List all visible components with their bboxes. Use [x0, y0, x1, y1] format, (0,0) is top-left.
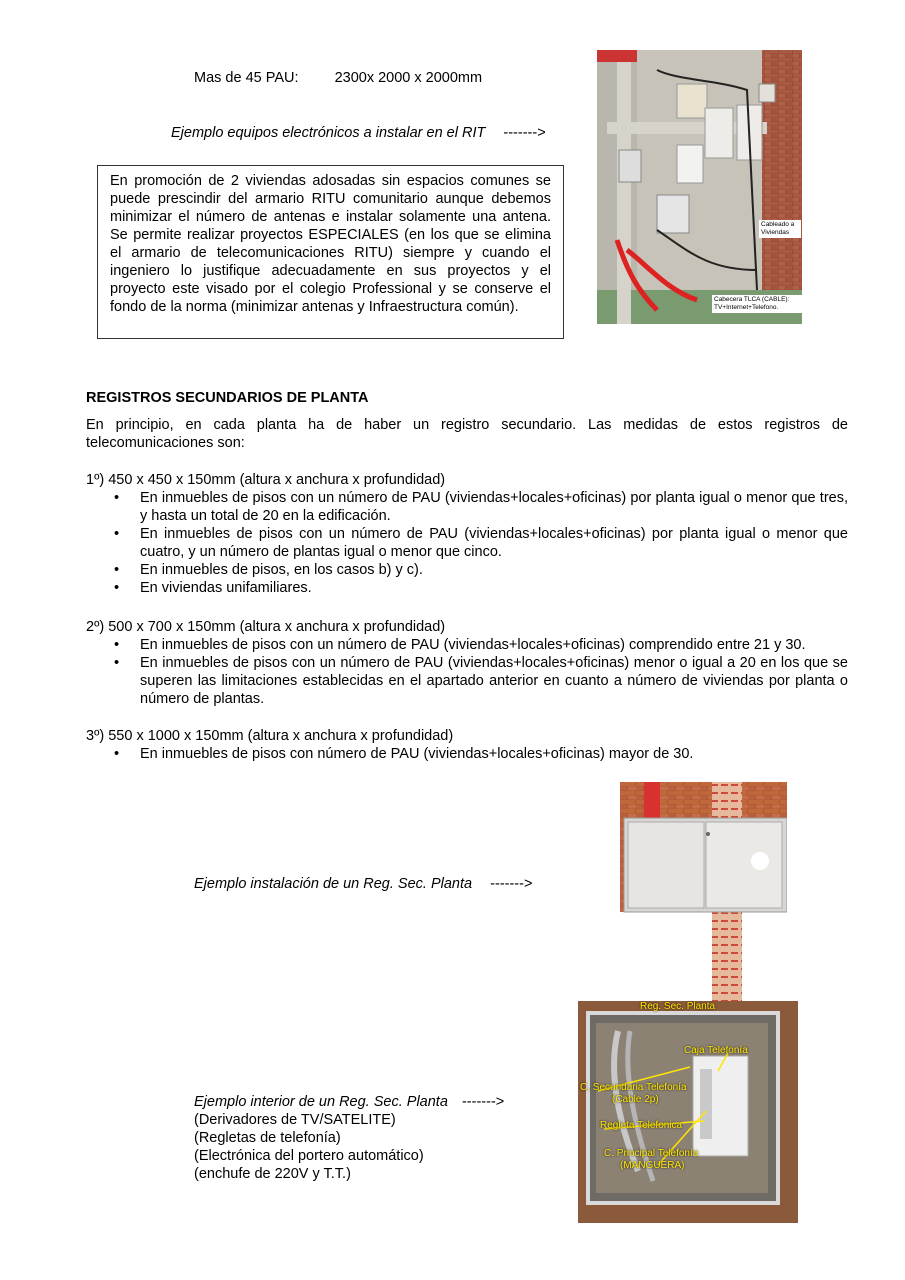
note-box-text: En promoción de 2 viviendas adosadas sin espacios comunes se puede prescindir del armario RITU comunitario aunque debemos minimizar el número de antenas e instalar solamente una antena. Se permite realizar proyectos ESPECIALES (en los que se elimina el armario de telecomunicaciones RITU) siempre y cuando el ingeniero lo justifique adecuadamente en sus proyectos y el proyecto este visado por el colegio Professional y se conserve el fondo de la norma (minimizar antenas y Infraestructura común).	[110, 173, 551, 315]
rit-label-cableado: Cableado a Viviendas	[759, 220, 801, 238]
section-title: REGISTROS SECUNDARIOS DE PLANTA	[86, 390, 369, 406]
interior-example-text: Ejemplo interior de un Reg. Sec. Planta	[194, 1094, 448, 1110]
interior-label-manguera: (MANGUERA)	[620, 1160, 685, 1171]
interior-line: (Electrónica del portero automático)	[194, 1148, 424, 1164]
group-500	[86, 618, 848, 708]
interior-label-reg: Reg. Sec. Planta	[640, 1001, 716, 1012]
rit-equipment-photo	[597, 50, 802, 324]
reg-example-text: Ejemplo instalación de un Reg. Sec. Planta	[194, 876, 473, 892]
pau-size: 2300x 2000 x 2000mm	[334, 70, 483, 86]
interior-label-secundaria: C. Secundaria Telefonía	[580, 1082, 687, 1093]
interior-line: (enchufe de 220V y T.T.)	[194, 1166, 351, 1182]
group-550	[86, 727, 848, 763]
group-450-list	[86, 489, 848, 597]
group-450	[86, 471, 848, 597]
rit-example-caption	[171, 124, 546, 142]
interior-example-arrow: ------->	[461, 1094, 505, 1110]
list-item: • En inmuebles de pisos con un número de PAU (viviendas+locales+oficinas) menor o igual a 20 en los que se superen las limitaciones establecidas en el apartado anterior en cuanto a número de viviendas por planta o número de plantas.	[86, 654, 848, 708]
interior-label-cable2p: (Cable 2p)	[612, 1094, 659, 1105]
group-500-heading: 2º) 500 x 700 x 150mm (altura x anchura x profundidad)	[86, 619, 446, 635]
interior-line: (Derivadores de TV/SATELITE)	[194, 1112, 396, 1128]
reg-example-caption	[194, 875, 532, 893]
interior-label-principal: C. Principal Telefonía	[604, 1148, 699, 1159]
interior-line: (Regletas de telefonía)	[194, 1130, 341, 1146]
reg-exterior-drawing	[620, 782, 787, 1002]
interior-caption	[194, 1093, 504, 1183]
rit-example-arrow: ------->	[503, 125, 546, 141]
note-box	[97, 165, 564, 339]
list-item: • En inmuebles de pisos, en los casos b) y c).	[86, 561, 848, 579]
interior-label-regleta: Regleta Telefonica	[600, 1120, 683, 1131]
group-500-list	[86, 636, 848, 708]
rit-label-cabecera: Cabecera TLCA (CABLE): TV+Internet+Telefono.	[712, 295, 802, 313]
list-item: • En viviendas unifamiliares.	[86, 579, 848, 597]
group-550-list	[86, 745, 848, 763]
rit-photo-drawing	[597, 50, 802, 324]
reg-interior-photo	[578, 1001, 798, 1223]
list-item: • En inmuebles de pisos con número de PAU (viviendas+locales+oficinas) mayor de 30.	[86, 745, 848, 763]
list-item: • En inmuebles de pisos con un número de PAU (viviendas+locales+oficinas) por planta igual o menor que tres, y hasta un total de 20 en la edificación.	[86, 489, 848, 525]
list-item: • En inmuebles de pisos con un número de PAU (viviendas+locales+oficinas) por planta igual o menor que cuatro, y un número de plantas igual o menor que cinco.	[86, 525, 848, 561]
section-intro: En principio, en cada planta ha de haber un registro secundario. Las medidas de estos registros de telecomunicaciones son:	[86, 417, 848, 451]
pau-line	[194, 69, 482, 87]
list-item: • En inmuebles de pisos con un número de PAU (viviendas+locales+oficinas) comprendido entre 21 y 30.	[86, 636, 848, 654]
group-550-heading: 3º) 550 x 1000 x 150mm (altura x anchura x profundidad)	[86, 728, 454, 744]
interior-label-caja: Caja Telefonía	[684, 1045, 748, 1056]
group-450-heading: 1º) 450 x 450 x 150mm (altura x anchura x profundidad)	[86, 472, 446, 488]
reg-exterior-photo	[620, 782, 787, 1002]
reg-example-arrow: ------->	[490, 876, 533, 892]
pau-label: Mas de 45 PAU:	[194, 70, 299, 86]
reg-interior-drawing	[578, 1001, 798, 1223]
rit-example-text: Ejemplo equipos electrónicos a instalar en el RIT	[171, 125, 486, 141]
